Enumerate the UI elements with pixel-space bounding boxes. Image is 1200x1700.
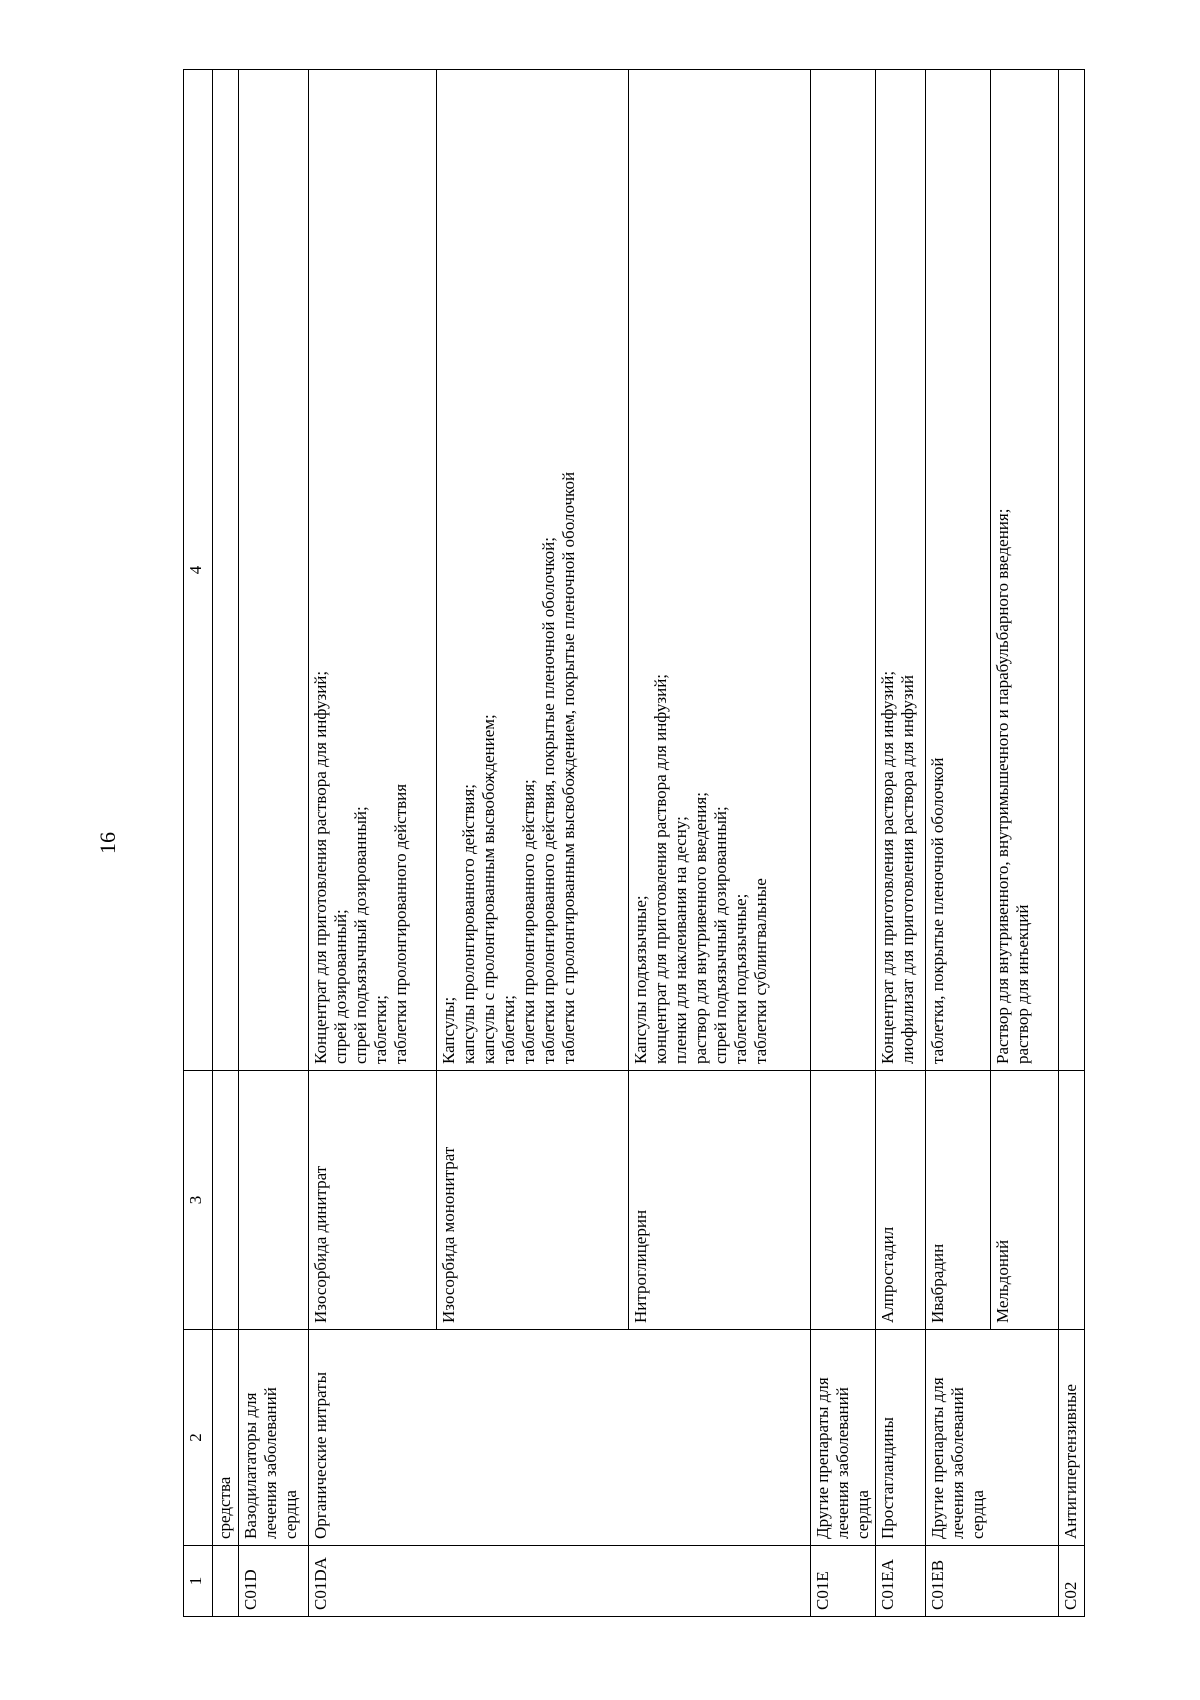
code-cell: C01DA	[309, 1546, 437, 1617]
group-cell: средства	[213, 1330, 239, 1546]
drug-cell: Изосорбида мононитрат	[437, 1071, 629, 1330]
drug-cell: Мельдоний	[990, 1071, 1058, 1330]
drug-cell	[1058, 1071, 1084, 1330]
drug-cell: Нитроглицерин	[629, 1071, 811, 1330]
forms-cell: Концентрат для приготовления раствора для инфузий; спрей дозированный; спрей подъязычный дозированный; таблетки; таблетки пролонгированного действия	[309, 70, 437, 1071]
code-cell: C01EB	[926, 1546, 991, 1617]
drug-table	[183, 69, 1085, 1617]
code-cell: C01D	[239, 1546, 309, 1617]
group-cell: Антигипертензивные	[1058, 1330, 1084, 1546]
table-row-c01da-isosorbide-dinitrate	[309, 70, 437, 1617]
forms-cell: Концентрат для приготовления раствора для инфузий; лиофилизат для приготовления раствора для инфузий	[876, 70, 926, 1071]
code-cell: C01E	[811, 1546, 876, 1617]
table-row-c01e	[811, 70, 876, 1617]
forms-cell: Раствор для внутривенного, внутримышечного и парабульбарного введения; раствор для инъекций	[990, 70, 1058, 1071]
table-row-c01da-isosorbide-mononitrate	[437, 70, 629, 1617]
group-cell	[629, 1330, 811, 1546]
drug-cell	[213, 1071, 239, 1330]
code-cell: C02	[1058, 1546, 1084, 1617]
document-table-container	[183, 69, 1085, 1617]
header-col-1: 1	[184, 1546, 213, 1617]
group-cell	[990, 1330, 1058, 1546]
drug-cell: Ивабрадин	[926, 1071, 991, 1330]
header-col-4: 4	[184, 70, 213, 1071]
group-cell: Простагландины	[876, 1330, 926, 1546]
drug-cell	[811, 1071, 876, 1330]
table-row-c01eb-ivabradine	[926, 70, 991, 1617]
forms-cell: Капсулы подъязычные; концентрат для приготовления раствора для инфузий; пленки для наклеивания на десну; раствор для внутривенного введения; спрей подъязычный дозированный; таблетки подъязычные; таблетки сублингвальные	[629, 70, 811, 1071]
header-col-3: 3	[184, 1071, 213, 1330]
page-number: 16	[95, 832, 120, 854]
forms-cell	[1058, 70, 1084, 1071]
code-cell	[437, 1546, 629, 1617]
forms-cell	[213, 70, 239, 1071]
forms-cell: Капсулы; капсулы пролонгированного действия; капсулы с пролонгированным высвобождением; таблетки; таблетки пролонгированного действия; таблетки пролонгированного действия, покрытые пленочной оболочкой; таблетки с пролонгированным высвобождением, покрытые пленочной оболочкой	[437, 70, 629, 1071]
table-header-row	[184, 70, 213, 1617]
table-row-c01d	[239, 70, 309, 1617]
table-row-continuation	[213, 70, 239, 1617]
group-cell: Другие препараты для лечения заболеваний сердца	[811, 1330, 876, 1546]
table-row-c01ea	[876, 70, 926, 1617]
drug-cell: Алпростадил	[876, 1071, 926, 1330]
drug-cell: Изосорбида динитрат	[309, 1071, 437, 1330]
code-cell	[990, 1546, 1058, 1617]
forms-cell	[811, 70, 876, 1071]
code-cell: C01EA	[876, 1546, 926, 1617]
table-row-c02	[1058, 70, 1084, 1617]
code-cell	[213, 1546, 239, 1617]
group-cell	[437, 1330, 629, 1546]
group-cell: Вазодилататоры для лечения заболеваний сердца	[239, 1330, 309, 1546]
code-cell	[629, 1546, 811, 1617]
header-col-2: 2	[184, 1330, 213, 1546]
group-cell: Другие препараты для лечения заболеваний сердца	[926, 1330, 991, 1546]
drug-cell	[239, 1071, 309, 1330]
forms-cell: таблетки, покрытые пленочной оболочкой	[926, 70, 991, 1071]
forms-cell	[239, 70, 309, 1071]
table-row-c01eb-meldonium	[990, 70, 1058, 1617]
group-cell: Органические нитраты	[309, 1330, 437, 1546]
table-row-c01da-nitroglycerin	[629, 70, 811, 1617]
